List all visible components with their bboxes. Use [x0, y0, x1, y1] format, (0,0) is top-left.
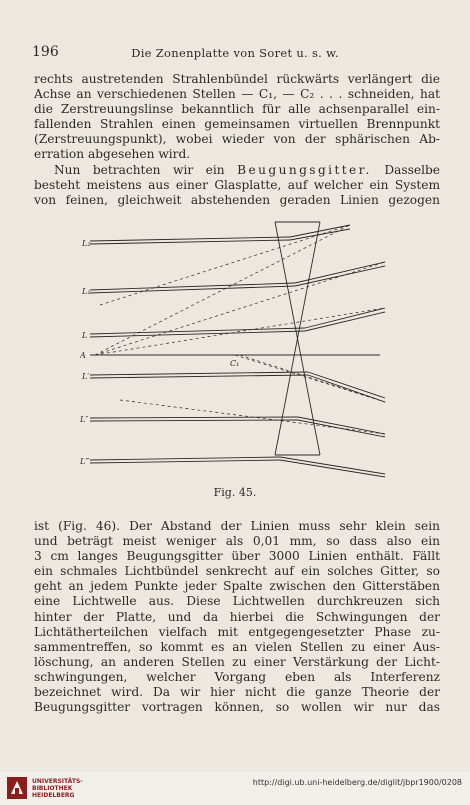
text-line: erration abgesehen wird.: [34, 147, 191, 162]
ray-Lppp: [90, 457, 385, 477]
text-line: die Zerstreuungslinse bekanntlich für alle achsenparallel ein-: [34, 102, 440, 117]
text-line: sammentreffen, so kommt es an vielen Stellen zu einer Aus-: [34, 639, 440, 654]
figure-caption: Fig. 45.: [213, 486, 257, 499]
label-Lp: L′: [82, 372, 90, 381]
paragraph-2: [34, 163, 440, 208]
text-line: und beträgt meist weniger als 0,01 mm, so dass also ein: [34, 534, 440, 549]
label-L2: L₂: [82, 239, 91, 248]
library-name: [32, 778, 83, 799]
ray-L1: [90, 262, 385, 293]
paragraph-2-lead: Nun betrachten wir ein: [54, 163, 225, 177]
text-line: von feinen, gleichweit abstehenden geraden Linien gezogen: [34, 193, 440, 208]
text-line: (Zerstreuungspunkt), wobei wieder von der sphärischen Ab-: [34, 132, 440, 147]
text-line: Beugungsgitter vortragen können, so wollen wir nur das: [34, 700, 440, 715]
label-A: A: [80, 351, 86, 360]
text-line: 3 cm langes Beugungsgitter über 3000 Linien enthält. Fällt: [34, 549, 440, 564]
text-line: ist (Fig. 46). Der Abstand der Linien muss sehr klein sein: [34, 519, 440, 533]
text-line: geht an jedem Punkte jeder Spalte zwischen den Gitterstäben: [34, 579, 440, 594]
text-line: eine Lichtwelle aus. Diese Lichtwellen durchkreuzen sich: [34, 594, 440, 609]
text-line: besteht meistens aus einer Glasplatte, auf welcher ein System: [34, 178, 440, 193]
source-url-link[interactable]: http://digi.ub.uni-heidelberg.de/diglit/jbpr1900/0208: [252, 778, 462, 787]
figure-45-diagram: [80, 210, 400, 480]
digitization-footer: [0, 772, 470, 805]
page-number: 196: [32, 44, 59, 60]
label-Lppp: L‴: [80, 457, 90, 466]
text-line: bezeichnet wird. Da wir hier nicht die ganze Theorie der: [34, 685, 440, 700]
ray-Lp: [90, 372, 385, 402]
label-Lpp: L″: [80, 415, 89, 424]
library-name-line: BIBLIOTHEK: [32, 785, 73, 792]
ray-Lpp: [90, 417, 385, 437]
paragraph-3: [34, 519, 440, 715]
text-line: hinter der Platte, und da hierbei die Schwingungen der: [34, 609, 440, 624]
text-line: Lichtätherteilchen vielfach mit entgegengesetzter Phase zu-: [34, 624, 440, 639]
paragraph-1: [34, 72, 440, 163]
page-header: [32, 44, 438, 62]
term-beugungsgitter: Beugungsgitter.: [237, 163, 372, 177]
library-name-line: HEIDELBERG: [32, 792, 75, 799]
ray-L: [90, 308, 385, 337]
library-name-line: UNIVERSITÄTS-: [32, 778, 83, 785]
paragraph-2-tail: Dasselbe: [384, 163, 441, 177]
label-C1: C₁: [230, 359, 240, 368]
ray-L2: [90, 225, 350, 244]
text-line: [34, 163, 440, 178]
text-line: ein schmales Lichtbündel senkrecht auf ein solches Gitter, so: [34, 564, 440, 579]
library-seal-icon: [6, 776, 28, 800]
text-line: schwingungen, welcher Vorgang eben als Interferenz: [34, 669, 440, 684]
text-line: löschung, an anderen Stellen zu einer Verstärkung der Licht-: [34, 654, 440, 669]
text-line: rechts austretenden Strahlenbündel rückwärts verlängert die: [34, 72, 440, 86]
running-title: Die Zonenplatte von Soret u. s. w.: [131, 46, 339, 60]
label-L: L: [82, 331, 88, 340]
label-L1: L₁: [82, 287, 91, 296]
text-line: fallenden Strahlen einen gemeinsamen virtuellen Brennpunkt: [34, 117, 440, 132]
text-line: Achse an verschiedenen Stellen — C₁, — C₂ . . . schneiden, hat: [34, 87, 440, 102]
